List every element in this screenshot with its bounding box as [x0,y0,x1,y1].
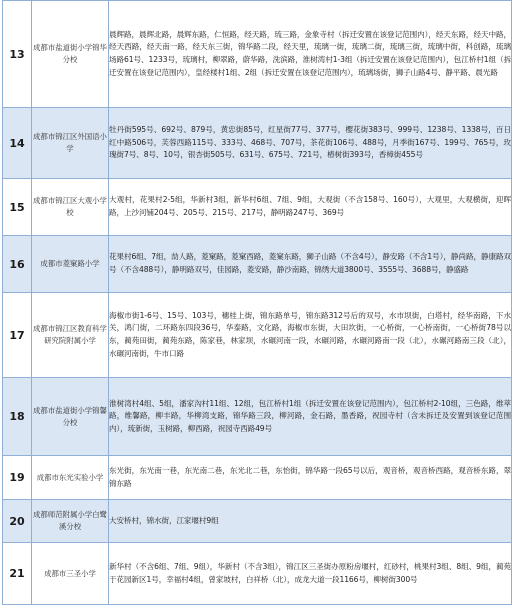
table-row [3,378,512,456]
table-row [3,293,512,378]
row-number: 18 [3,378,32,456]
school-name: 成都市锦江区教育科学研究院附属小学 [32,293,109,378]
school-name: 成都市锦江区外国语小学 [32,108,109,179]
row-number: 20 [3,500,32,543]
enrollment-area: 大安桥村，锦水街，江家堰村9组 [109,500,512,543]
table-row [3,1,512,108]
table-row [3,543,512,605]
table-row [3,456,512,500]
table-row [3,179,512,236]
school-name: 成都市锦江区大观小学校 [32,179,109,236]
enrollment-area: 淮树湾村4组、5组，潘家沟村11组、12组，包江桥村1组（拆迁安置在该登记范围内），包江桥村2-10组，三色路，维萃路，维馨路，柳丰路，华柳湾支路，锦华路三段，柳河路，金石路，墨香路，祝园寺村（含未拆迁及安置到该登记范围内），琉新街，玉树路，柳西路，祝园寺西路49号 [109,378,512,456]
enrollment-area: 牡丹街595号、692号、879号，黄忠街85号，红星街77号、377号，樱花街383号、999号、1238号、1338号，百日红中路506号，芙蓉西路115号、333号、468号、707号，茶花街106号、488号，月季街167号、199号、765号，玫瑰街7号、8号、10号，银杏街505号、631号、675号、721号，椿树街393号，香樟街455号 [109,108,512,179]
table-row [3,236,512,293]
row-number: 21 [3,543,32,605]
row-number: 17 [3,293,32,378]
school-name: 成都市三圣小学 [32,543,109,605]
school-name: 成都市盐道街小学锦华分校 [32,1,109,108]
enrollment-area: 海椒市街1-6号、15号、103号，穗桂上街，锦东路单号，锦东路312号后的双号，水市坝街，白塔村，经华南路，下水关，鸿门街，二环路东四段36号，华泰路，文化路，海椒市东街，大田坎街，一心桥街，一心桥南街，一心桥街78号以东，蔺苑田街，蔺苑东路，陈家巷，林家坝，水碾河南一段，水碾河路，水碾河路南一段（北），水碾河路南三段（北），水碾河南街，牛市口路 [109,293,512,378]
enrollment-area: 新华村（不含6组、7组、9组），华新村（不含3组），锦江区三圣街办原粉房堰村，红砂村，桃果村3组、8组、9组，蔺苑于花园新区1号，幸福村4组，曾家坡村，白祥桥（北），成龙大道一段1166号，柳树街300号 [109,543,512,605]
row-number: 16 [3,236,32,293]
row-number: 13 [3,1,32,108]
school-name: 成都市菱窠路小学 [32,236,109,293]
school-name: 成都师范附属小学白鹭溪分校 [32,500,109,543]
school-name: 成都市东光实验小学 [32,456,109,500]
enrollment-area: 花果村6组、7组，劼人路，菱窠路，菱窠西路，菱窠东路，狮子山路（不含4号），静安路（不含1号），静尚路，静康路双号（不含488号），静明路双号，佳园路，菱安路，静沙南路，锦绣大道3800号、3555号、3688号，静盛路 [109,236,512,293]
school-district-table [2,0,512,605]
school-name: 成都市盐道街小学锦馨分校 [32,378,109,456]
row-number: 15 [3,179,32,236]
table-row [3,108,512,179]
enrollment-area: 大观村，花果村2-5组，华新村3组，新华村6组、7组、9组，大观街（不含158号、160号），大观里，大观横街，迎晖路，上沙河铺204号、205号、215号、217号，静明路247号、369号 [109,179,512,236]
enrollment-area: 东光街，东光南一巷，东光南二巷，东光北二巷，东怡街，锦华路一段65号以后，观音桥，观音桥西路，观音桥东路，翠锦东路 [109,456,512,500]
row-number: 14 [3,108,32,179]
table-row [3,500,512,543]
row-number: 19 [3,456,32,500]
enrollment-area: 晨辉路，晨辉北路，晨辉东路，仁恒路，经天路，琉三路，金象寺村（拆迁安置在该登记范围内），经天东路，经天中路，经天西路，经天南一路，经天东三街，锦华路二段，经天里，琉璃一街，琉璃二街，琉璃三街，琉璃中街，科创路，琉璃场路61号、1233号，琉璃村，柳翠路，蔚华路，洗滨路，淮树湾村1-3组（拆迁安置在该登记范围内），包江桥村1组（拆迁安置在该登记范围内），皇经楼村1组、2组（拆迁安置在该登记范围内），琉璃场街，狮子山路4号、静平路、晨光路 [109,1,512,108]
